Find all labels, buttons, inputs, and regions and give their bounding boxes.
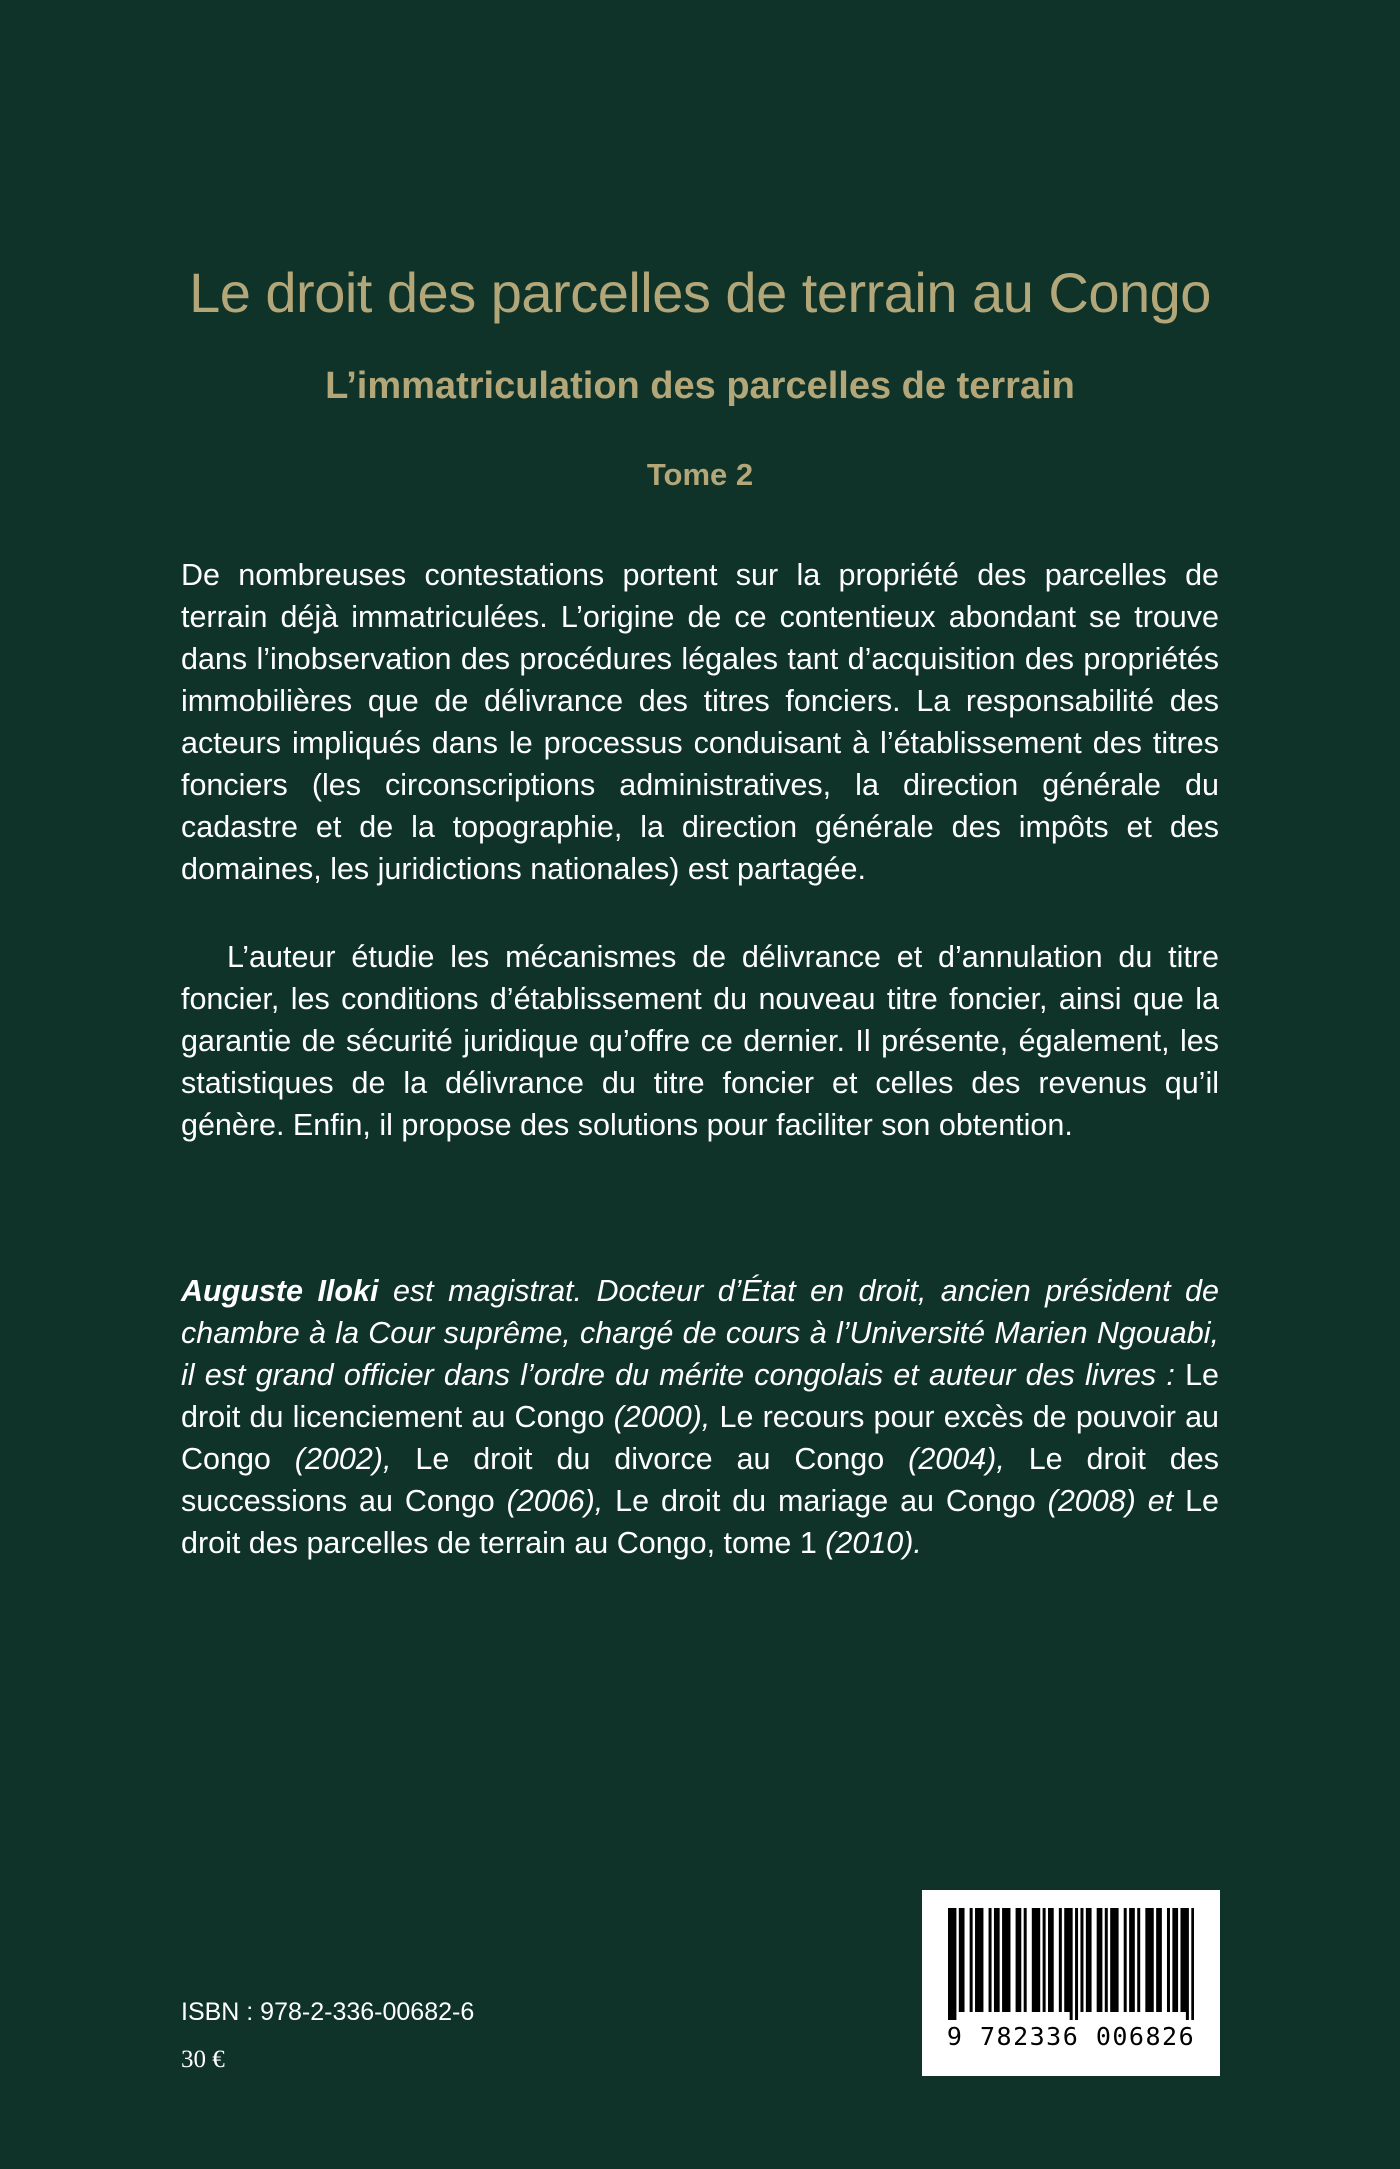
barcode-bar <box>1145 1908 1148 2012</box>
barcode-bar <box>1064 1908 1067 2012</box>
barcode-bar <box>1186 1908 1189 2020</box>
bio-book-year: (2000), <box>604 1400 720 1434</box>
barcode-bar <box>1175 1908 1178 2012</box>
barcode <box>922 1890 1220 2076</box>
author-name: Auguste Iloki <box>181 1274 379 1308</box>
barcode-bar <box>1005 1908 1008 2012</box>
barcode-bar <box>989 1908 992 2012</box>
barcode-bar <box>1051 1908 1054 2012</box>
barcode-number: 9 782336 006826 <box>946 2022 1196 2051</box>
bio-book-title: Le droit des successions au Congo <box>181 1442 1219 1518</box>
author-bio-intro: est magistrat. Docteur d’État en droit, ancien président de chambre à la Cour suprême, chargé de cours à l’Université Marien Ngouabi, il est grand officier dans l’ordre du mérite congolais et auteur des livres : <box>181 1274 1219 1392</box>
bio-book-year: (2006), <box>494 1484 616 1518</box>
barcode-bar <box>1105 1908 1108 2012</box>
barcode-bar <box>959 1908 962 2012</box>
author-bio <box>181 1270 1219 1564</box>
barcode-bar <box>1089 1908 1092 2012</box>
barcode-bar <box>994 1908 997 2012</box>
barcode-bar <box>1151 1908 1154 2012</box>
barcode-bar <box>978 1908 981 2012</box>
summary-paragraph-2: L’auteur étudie les mécanismes de délivrance et d’annulation du titre foncier, les conditions d’établissement du nouveau titre foncier, ainsi que la garantie de sécurité juridique qu’offre ce dernier. Il présente, également, les statistiques de la délivrance du titre foncier et celles des revenus qu’il génère. Enfin, il propose des solutions pour faciliter son obtention. <box>181 940 1219 1142</box>
bio-book-title: Le droit du licenciement au Congo <box>181 1358 1219 1434</box>
barcode-bar <box>1183 1908 1186 2012</box>
bio-book-year: (2002), <box>270 1442 416 1476</box>
barcode-bar <box>1080 1908 1083 2012</box>
barcode-bar <box>1018 1908 1021 2012</box>
barcode-bar <box>1016 1908 1019 2012</box>
barcode-bar <box>1167 1908 1170 2012</box>
barcode-bar <box>997 1908 1000 2012</box>
barcode-bar <box>1099 1908 1102 2012</box>
barcode-bar <box>953 1908 956 2020</box>
barcode-bar <box>1132 1908 1135 2012</box>
barcode-bar <box>1086 1908 1089 2012</box>
barcode-bar <box>980 1908 983 2012</box>
summary-paragraph-1: De nombreuses contestations portent sur la propriété des parcelles de terrain déjà immatriculées. L’origine de ce contentieux abondant se trouve dans l’inobservation des procédures légales tant d’acquisition des propriétés immobilières que de délivrance des titres fonciers. La responsabilité des acteurs impliqués dans le processus conduisant à l’établissement des titres fonciers (les circonscriptions administratives, la direction générale du cadastre et de la topographie, la direction générale des impôts et des domaines, les juridictions nationales) est partagée. <box>181 558 1219 886</box>
barcode-bar <box>1110 1908 1113 2012</box>
barcode-bar <box>1037 1908 1040 2012</box>
barcode-bar <box>1116 1908 1119 2012</box>
barcode-bar <box>1043 1908 1046 2012</box>
isbn: ISBN : 978-2-336-00682-6 <box>181 1998 475 2026</box>
bio-book-year: (2008) et <box>1035 1484 1186 1518</box>
barcode-bar <box>1129 1908 1132 2012</box>
barcode-bar <box>962 1908 965 2012</box>
barcode-bar <box>970 1908 973 2012</box>
bio-book-year: (2004), <box>884 1442 1029 1476</box>
barcode-bar <box>975 1908 978 2012</box>
barcode-bars-icon <box>948 1908 1194 2020</box>
barcode-bar <box>1059 1908 1062 2012</box>
bio-book-title: Le droit du mariage au Congo <box>615 1484 1036 1518</box>
bio-book-year: (2010). <box>816 1526 922 1560</box>
barcode-bar <box>951 1908 954 2020</box>
barcode-bar <box>1007 1908 1010 2012</box>
barcode-bar <box>1097 1908 1100 2012</box>
barcode-bar <box>1024 1908 1027 2012</box>
barcode-bar <box>1067 1908 1070 2012</box>
bio-book-title: Le recours pour excès de pouvoir au Congo <box>181 1400 1219 1476</box>
barcode-bar <box>1075 1908 1078 2020</box>
barcode-bar <box>948 1908 951 2020</box>
book-subtitle: L’immatriculation des parcelles de terrain <box>325 365 1075 407</box>
book-title: Le droit des parcelles de terrain au Congo <box>189 261 1211 324</box>
barcode-bar <box>1048 1908 1051 2012</box>
barcode-bar <box>1124 1908 1127 2012</box>
bio-book-title: Le droit des parcelles de terrain au Congo, tome 1 <box>181 1484 1219 1560</box>
bio-book-title: Le droit du divorce au Congo <box>415 1442 885 1476</box>
barcode-bar <box>1070 1908 1073 2020</box>
barcode-bar <box>1002 1908 1005 2012</box>
barcode-bar <box>1148 1908 1151 2012</box>
barcode-bar <box>1035 1908 1038 2012</box>
barcode-bar <box>1159 1908 1162 2012</box>
barcode-bar <box>1032 1908 1035 2012</box>
barcode-bar <box>1137 1908 1140 2012</box>
barcode-bar <box>1172 1908 1175 2012</box>
book-volume: Tome 2 <box>646 457 754 492</box>
price: 30 € <box>181 2046 225 2073</box>
barcode-bar <box>1180 1908 1183 2012</box>
barcode-bar <box>1191 1908 1194 2020</box>
barcode-bar <box>1113 1908 1116 2012</box>
barcode-bar <box>1156 1908 1159 2012</box>
